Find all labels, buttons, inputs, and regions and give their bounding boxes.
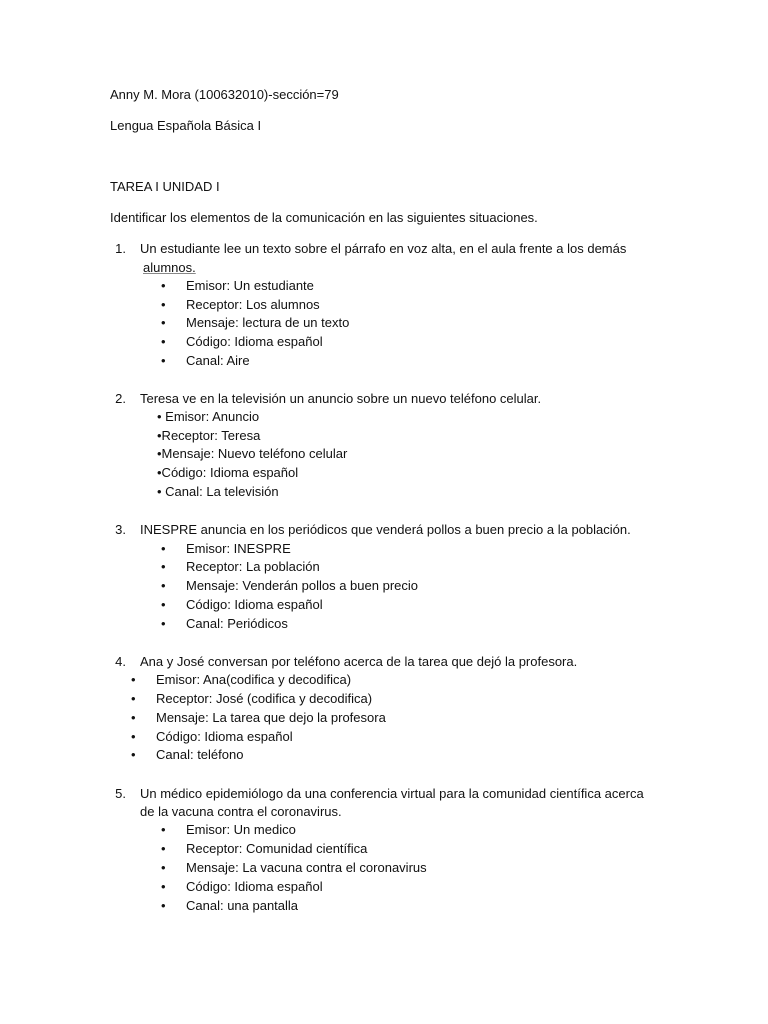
bullet-text: Emisor: Un medico — [186, 822, 296, 837]
item-text-continued: de la vacuna contra el coronavirus. — [140, 804, 342, 819]
bullet: • — [161, 898, 166, 913]
bullet-text: •Receptor: Teresa — [157, 428, 261, 443]
bullet: • — [131, 672, 136, 687]
bullet-text: Mensaje: La vacuna contra el coronavirus — [186, 860, 427, 875]
item-text: INESPRE anuncia en los periódicos que venderá pollos a buen precio a la población. — [140, 522, 631, 537]
bullet-text: Canal: Periódicos — [186, 616, 288, 631]
bullet-text: Código: Idioma español — [186, 597, 323, 612]
bullet-text: Código: Idioma español — [186, 879, 323, 894]
task-title: TAREA I UNIDAD I — [110, 179, 220, 194]
task-instruction: Identificar los elementos de la comunicación en las siguientes situaciones. — [110, 210, 538, 225]
bullet-text: Mensaje: Venderán pollos a buen precio — [186, 578, 418, 593]
bullet: • — [131, 710, 136, 725]
bullet: • — [161, 578, 166, 593]
course-title: Lengua Española Básica I — [110, 118, 262, 133]
bullet-text: •Código: Idioma español — [157, 465, 299, 480]
item-number: 2. — [115, 391, 126, 406]
bullet: • — [161, 822, 166, 837]
item-text: Un médico epidemiólogo da una conferencia virtual para la comunidad científica acerca — [140, 786, 644, 801]
bullet-text: Receptor: La población — [186, 559, 320, 574]
bullet: • — [161, 597, 166, 612]
bullet: • — [161, 278, 166, 293]
item-text-continued: alumnos. — [143, 260, 196, 275]
item-number: 4. — [115, 654, 126, 669]
bullet-text: Receptor: Comunidad científica — [186, 841, 368, 856]
bullet: • — [161, 841, 166, 856]
item-text: Teresa ve en la televisión un anuncio sobre un nuevo teléfono celular. — [140, 391, 542, 406]
bullet-text: Emisor: Ana(codifica y decodifica) — [156, 672, 352, 687]
bullet-text: • Canal: La televisión — [157, 484, 279, 499]
bullet: • — [131, 729, 136, 744]
bullet-text: •Mensaje: Nuevo teléfono celular — [157, 446, 348, 461]
bullet: • — [161, 559, 166, 574]
bullet: • — [161, 297, 166, 312]
bullet: • — [161, 334, 166, 349]
author-line: Anny M. Mora (100632010)-sección=79 — [110, 87, 339, 102]
bullet: • — [131, 747, 136, 762]
item-number: 1. — [115, 241, 126, 256]
item-number: 5. — [115, 786, 126, 801]
bullet-text: Código: Idioma español — [186, 334, 323, 349]
bullet: • — [161, 879, 166, 894]
bullet: • — [161, 541, 166, 556]
bullet: • — [161, 315, 166, 330]
bullet-text: Canal: Aire — [186, 353, 250, 368]
bullet-text: Mensaje: lectura de un texto — [186, 315, 350, 330]
bullet-text: Canal: una pantalla — [186, 898, 299, 913]
bullet: • — [161, 353, 166, 368]
bullet-text: Emisor: Un estudiante — [186, 278, 314, 293]
item-number: 3. — [115, 522, 126, 537]
item-text: Ana y José conversan por teléfono acerca de la tarea que dejó la profesora. — [140, 654, 578, 669]
bullet-text: Receptor: José (codifica y decodifica) — [156, 691, 373, 706]
bullet-text: • Emisor: Anuncio — [157, 409, 260, 424]
bullet-text: Mensaje: La tarea que dejo la profesora — [156, 710, 386, 725]
item-text: Un estudiante lee un texto sobre el párrafo en voz alta, en el aula frente a los demás — [140, 241, 627, 256]
bullet-text: Emisor: INESPRE — [186, 541, 291, 556]
bullet-text: Receptor: Los alumnos — [186, 297, 320, 312]
bullet-text: Canal: teléfono — [156, 747, 244, 762]
bullet: • — [161, 616, 166, 631]
bullet-text: Código: Idioma español — [156, 729, 293, 744]
bullet: • — [131, 691, 136, 706]
bullet: • — [161, 860, 166, 875]
